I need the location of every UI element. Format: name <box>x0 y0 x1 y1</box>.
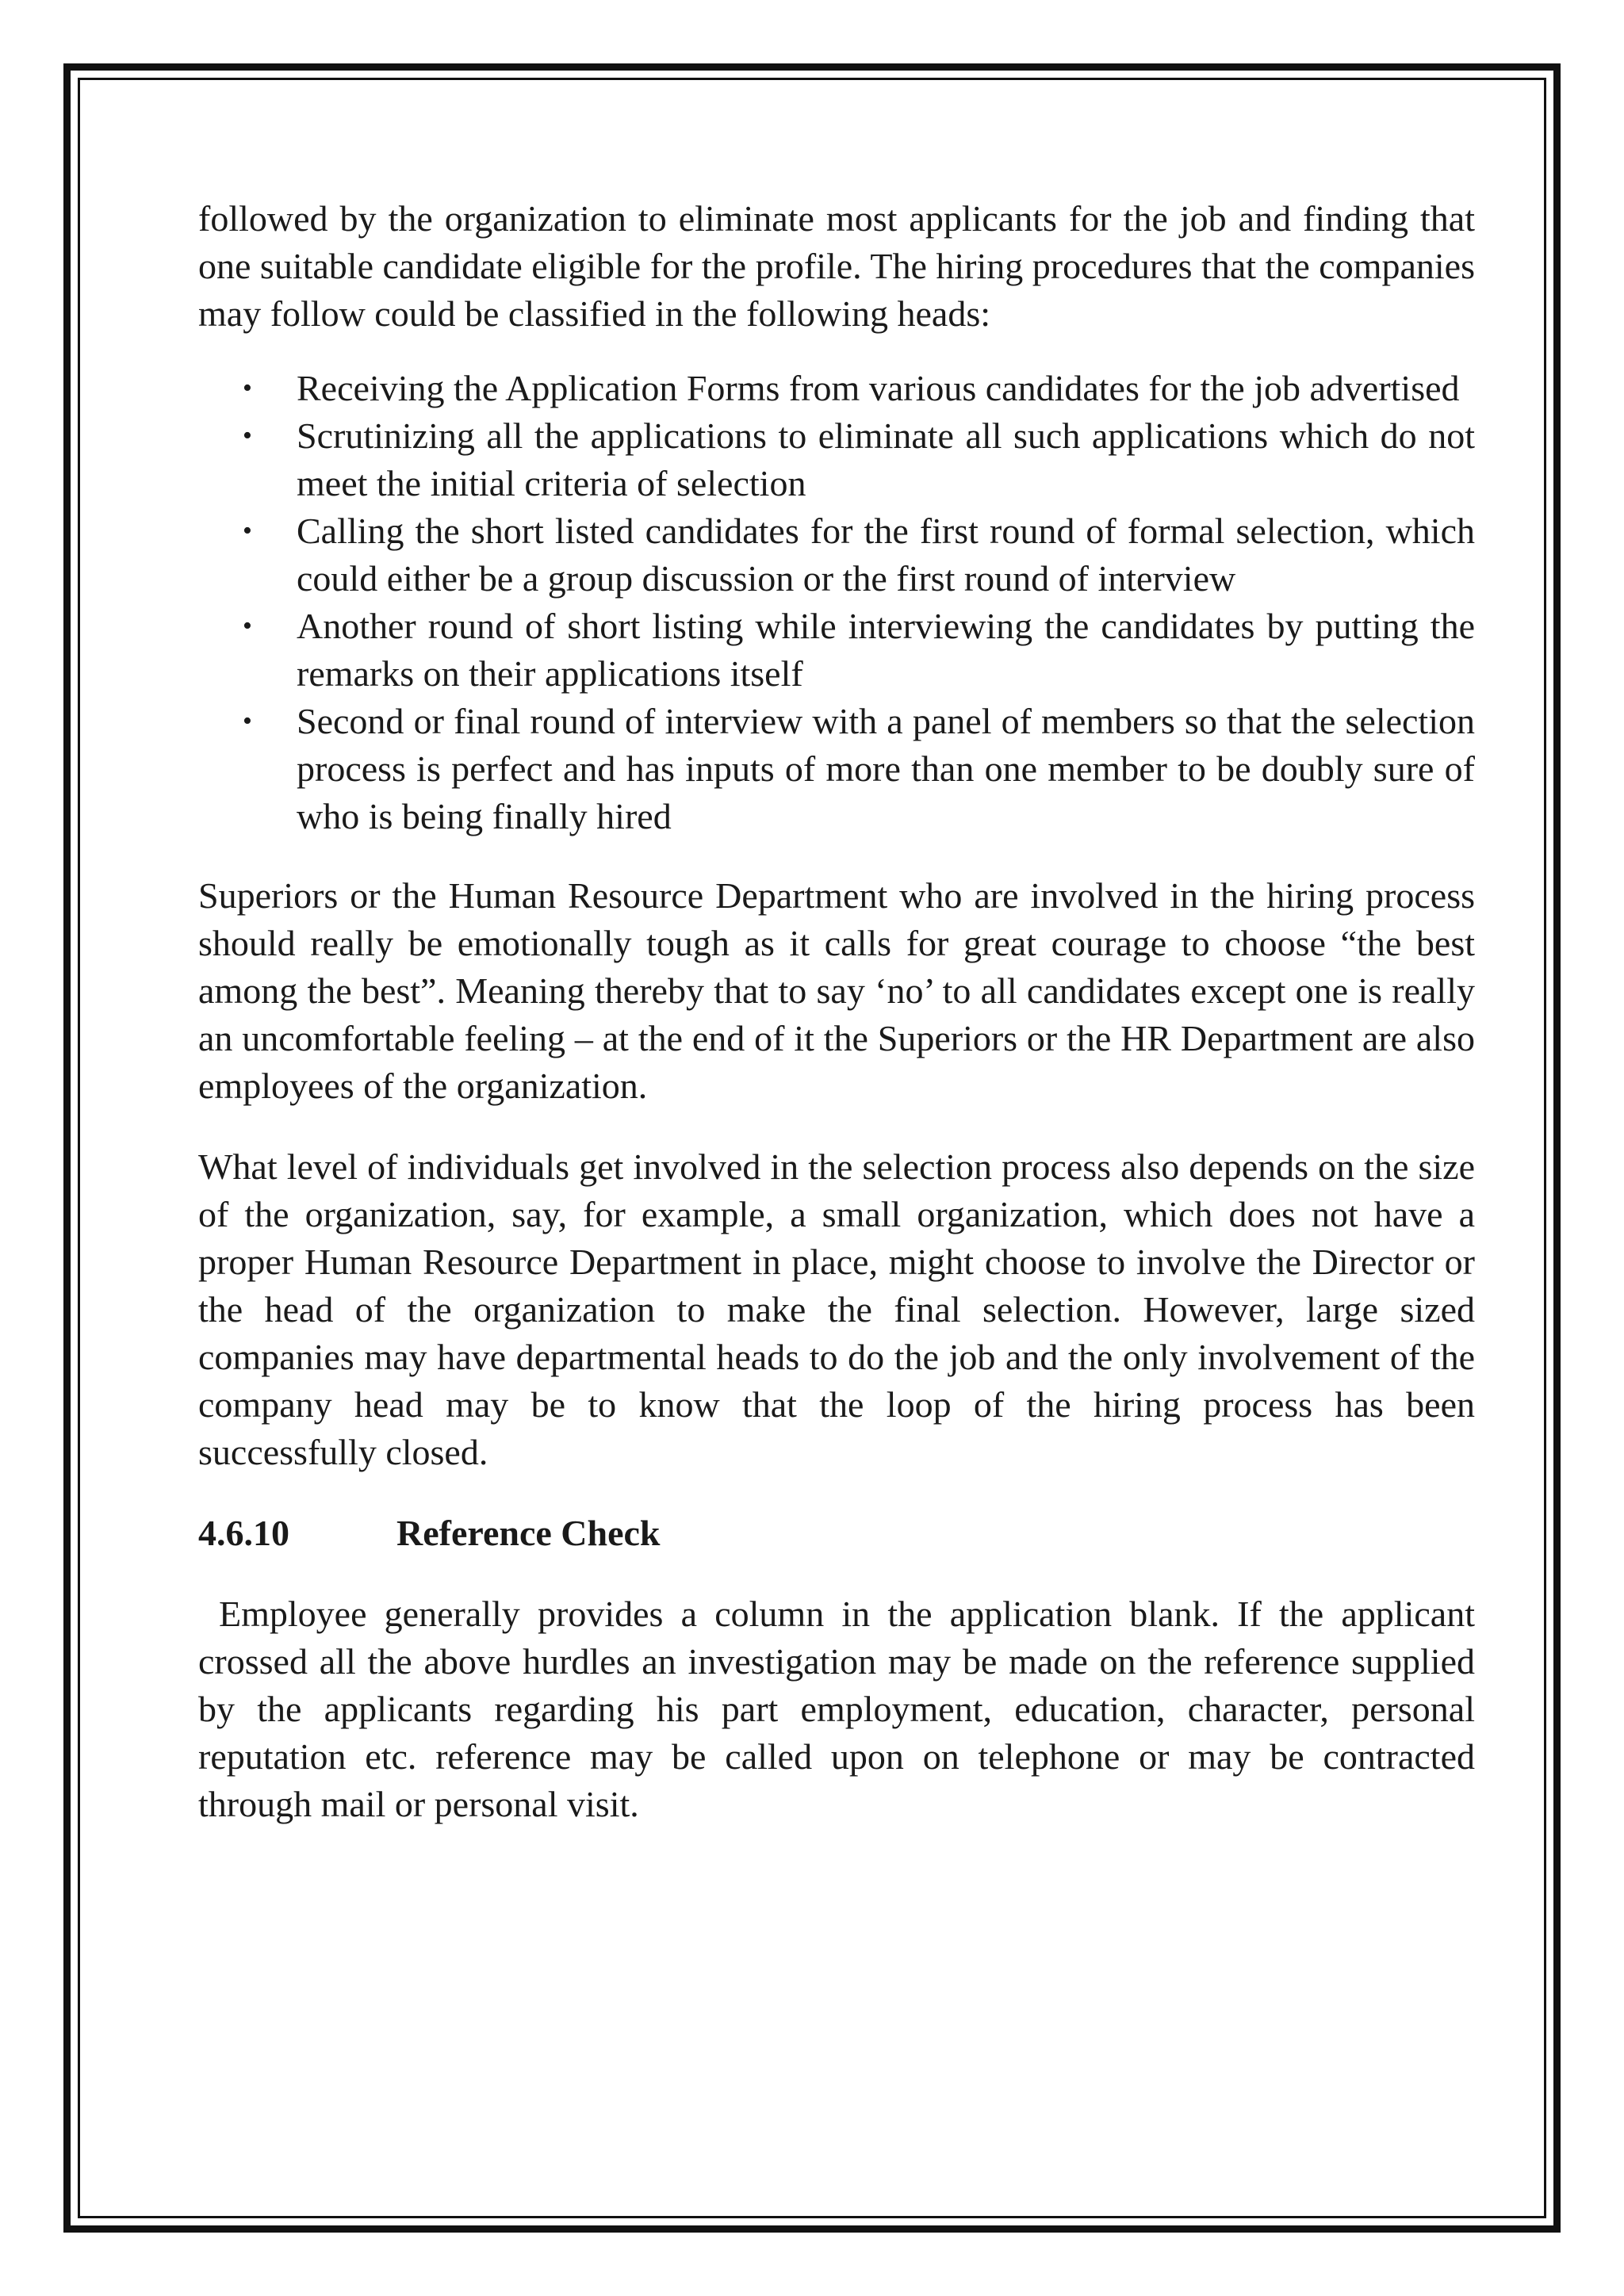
page-content <box>198 195 1475 1828</box>
bullet-icon: • <box>243 373 252 403</box>
list-item <box>198 507 1475 603</box>
section-heading <box>198 1510 1475 1557</box>
bullet-icon: • <box>243 611 252 641</box>
intro-paragraph: followed by the organization to eliminate most applicants for the job and finding that one suitable candidate eligible for the profile. The hiring procedures that the companies may follow could be classified in the following heads: <box>198 198 1475 334</box>
list-item <box>198 698 1475 840</box>
list-item-text: Scrutinizing all the applications to eliminate all such applications which do not meet the initial criteria of selection <box>297 415 1475 503</box>
list-item <box>198 365 1475 412</box>
selection-levels-paragraph: What level of individuals get involved in the selection process also depends on the size of the organization, say, for example, a small organization, which does not have a proper Human Resource Department in place, might choose to involve the Director or the head of the organization to make the final selection. However, large sized companies may have departmental heads to do the job and the only involvement of the company head may be to know that the loop of the hiring process has been successfully closed. <box>198 1146 1475 1472</box>
section-number: 4.6.10 <box>198 1513 289 1553</box>
section-title: Reference Check <box>396 1513 661 1553</box>
list-item-text: Another round of short listing while interviewing the candidates by putting the remarks on their applications itself <box>297 606 1475 694</box>
superiors-paragraph: Superiors or the Human Resource Department who are involved in the hiring process should really be emotionally tough as it calls for great courage to choose “the best among the best”. Meaning thereby that to say ‘no’ to all candidates except one is really an uncomfortable feeling – at the end of it the Superiors or the HR Department are also employees of the organization. <box>198 875 1475 1106</box>
hiring-steps-list <box>198 365 1475 840</box>
list-item-text: Receiving the Application Forms from various candidates for the job advertised <box>297 368 1460 408</box>
list-item <box>198 412 1475 507</box>
reference-check-paragraph: Employee generally provides a column in the application blank. If the applicant crossed all the above hurdles an investigation may be made on the reference supplied by the applicants regarding his part employment, education, character, personal reputation etc. reference may be called upon on telephone or may be contracted through mail or personal visit. <box>198 1594 1475 1824</box>
bullet-icon: • <box>243 706 252 736</box>
list-item <box>198 603 1475 698</box>
list-item-text: Calling the short listed candidates for the first round of formal selection, which could either be a group discussion or the first round of interview <box>297 511 1475 599</box>
list-item-text: Second or final round of interview with a panel of members so that the selection process is perfect and has inputs of more than one member to be doubly sure of who is being finally hired <box>297 701 1475 836</box>
bullet-icon: • <box>243 516 252 545</box>
bullet-icon: • <box>243 421 252 450</box>
